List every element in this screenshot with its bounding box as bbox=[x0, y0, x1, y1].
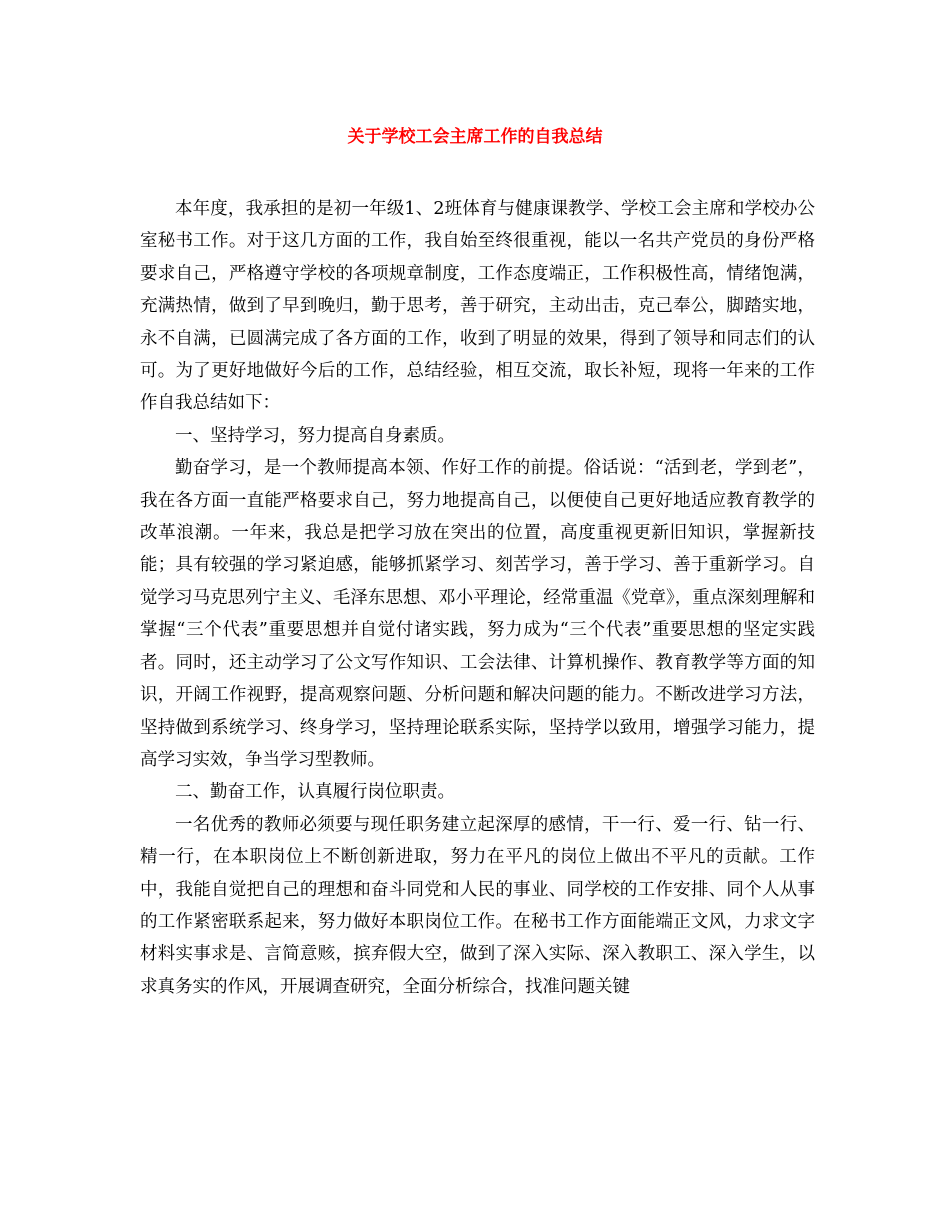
paragraph-study: 勤奋学习，是一个教师提高本领、作好工作的前提。俗话说：“活到老，学到老”，我在各方面一直能严格要求自己，努力地提高自己，以便使自己更好地适应教育教学的改革浪潮。一年来，我总是把学习放在突出的位置，高度重视更新旧知识，掌握新技能；具有较强的学习紧迫感，能够抓紧学习、刻苦学习，善于学习、善于重新学习。自觉学习马克思列宁主义、毛泽东思想、邓小平理论，经常重温《党章》，重点深刻理解和掌握“三个代表”重要思想并自觉付诸实践，努力成为“三个代表”重要思想的坚定实践者。同时，还主动学习了公文写作知识、工会法律、计算机操作、教育教学等方面的知识，开阔工作视野，提高观察问题、分析问题和解决问题的能力。不断改进学习方法，坚持做到系统学习、终身学习，坚持理论联系实际，坚持学以致用，增强学习能力，提高学习实效，争当学习型教师。 bbox=[140, 458, 815, 770]
section-heading-1: 一、坚持学习，努力提高自身素质。 bbox=[175, 425, 455, 446]
document-body bbox=[140, 193, 815, 1003]
section-heading-2: 二、勤奋工作，认真履行岗位职责。 bbox=[175, 782, 455, 803]
paragraph-work: 一名优秀的教师必须要与现任职务建立起深厚的感情，干一行、爱一行、钻一行、精一行，在本职岗位上不断创新进取，努力在平凡的岗位上做出不平凡的贡献。工作中，我能自觉把自己的理想和奋斗同党和人民的事业、同学校的工作安排、同个人从事的工作紧密联系起来，努力做好本职岗位工作。在秘书工作方面能端正文风，力求文字材料实事求是、言简意赅，摈弃假大空，做到了深入实际、深入教职工、深入学生，以求真务实的作风，开展调查研究，全面分析综合，找准问题关键 bbox=[140, 814, 815, 997]
paragraph-intro: 本年度，我承担的是初一年级1、2班体育与健康课教学、学校工会主席和学校办公室秘书工作。对于这几方面的工作，我自始至终很重视，能以一名共产党员的身份严格要求自己，严格遵守学校的各项规章制度，工作态度端正，工作积极性高，情绪饱满，充满热情，做到了早到晚归，勤于思考，善于研究，主动出击，克己奉公，脚踏实地，永不自满，已圆满完成了各方面的工作，收到了明显的效果，得到了领导和同志们的认可。为了更好地做好今后的工作，总结经验，相互交流，取长补短，现将一年来的工作作自我总结如下： bbox=[140, 199, 815, 414]
document-title: 关于学校工会主席工作的自我总结 bbox=[347, 127, 603, 147]
